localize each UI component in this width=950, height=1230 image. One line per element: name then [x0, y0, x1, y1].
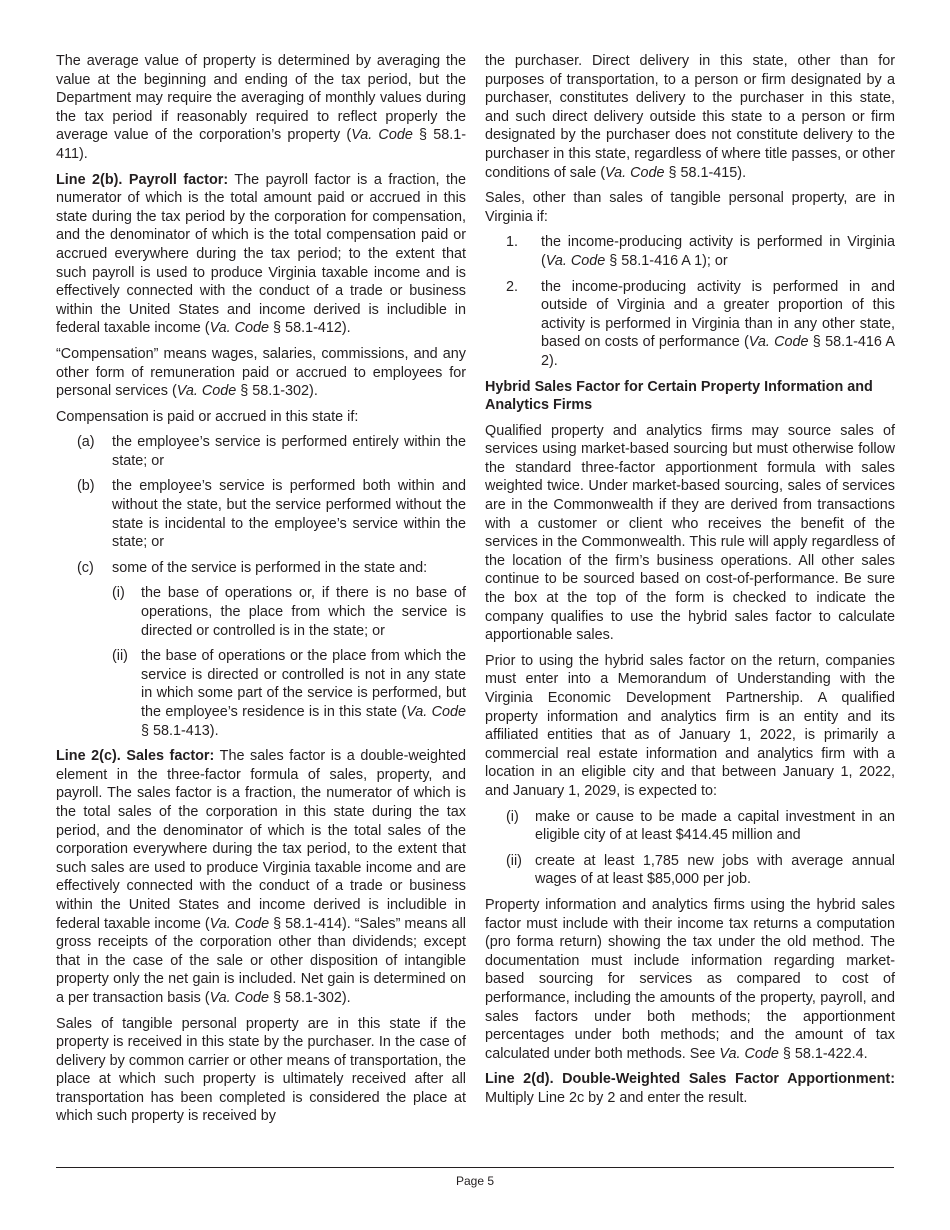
hybrid-sales-factor-heading: Hybrid Sales Factor for Certain Property Information and Analytics Firms: [485, 378, 873, 414]
purchaser-delivery-paragraph: the purchaser. Direct delivery in this state, other than for purposes of transportation, to a person or firm designated by a purchaser, constitutes delivery to the purchaser in this state, and such direct delivery outside this state to a person or firm designated by the purchaser does not constitute delivery to the purchaser in this state, regardless of where title passes, or other conditions of sale (Va. Code § 58.1-415).: [485, 53, 895, 181]
numbered-list-item: 2. the income-producing activity is performed in and outside of Virginia and a greater proportion of this activity is performed in Virginia than in any other state, based on costs of performance (Va. Code § 58.1-416 A 2).: [506, 278, 895, 369]
payroll-factor-heading: Line 2(b). Payroll factor:: [56, 171, 229, 188]
footer-rule: [56, 1167, 894, 1168]
page-number: Page 5: [455, 1174, 495, 1188]
other-sales-intro-paragraph: Sales, other than sales of tangible personal property, are in Virginia if:: [485, 190, 895, 225]
sub-list-item: (i) the base of operations or, if there is no base of operations, the place from which the service is directed or controlled is in the state; or: [112, 585, 466, 639]
sales-factor-heading: Line 2(c). Sales factor:: [56, 748, 215, 765]
pro-forma-paragraph: Property information and analytics firms using the hybrid sales factor must include with their income tax returns a computation (pro forma return) showing the tax under the old method. The documentation must include information regarding market-based sourcing for services as compared to cost of performance, including the amounts of the property, payroll, and sales factors under both methods; the apportionment percentages under both methods; and the amount of tax calculated under both methods. See Va. Code § 58.1-422.4.: [485, 896, 895, 1062]
double-weighted-heading: Line 2(d). Double-Weighted Sales Factor Apportionment:: [485, 1071, 895, 1088]
roman-list-item: (ii) create at least 1,785 new jobs with average annual wages of at least $85,000 per job.: [506, 852, 895, 888]
payroll-factor-paragraph: Line 2(b). Payroll factor: The payroll factor is a fraction, the numerator of which is the total amount paid or accrued in this state during the tax period by the corporation for compensation, and the denominator of which is the total compensation paid or accrued everywhere during the tax period; to the extent that such payroll is used to produce Virginia taxable income and is effectively connected with the conduct of a trade or business within the United States and income derived is includible in federal taxable income (Va. Code § 58.1-412).: [56, 171, 466, 337]
list-item: (b) the employee’s service is performed both within and without the state, but the service performed without the state is incidental to the employee’s service within the state; or: [77, 478, 466, 551]
list-item: (c) some of the service is performed in the state and:: [77, 559, 428, 576]
average-value-paragraph: The average value of property is determined by averaging the value at the beginning and ending of the tax period, but the Department may require the averaging of monthly values during the tax period if reasonably required to reflect properly the average value of the corporation’s property (Va. Code § 58.1-411).: [56, 53, 466, 162]
memorandum-paragraph: Prior to using the hybrid sales factor on the return, companies must enter into a Memorandum of Understanding with the Virginia Economic Development Partnership. A qualified property information and analytics firm is an entity and its affiliated entities that as of January 1, 2022, is primarily a commercial real estate information and analytics firm with a location in an eligible city and that between January 1, 2022, and January 1, 2029, is expected to:: [485, 652, 895, 799]
roman-list-item: (i) make or cause to be made a capital investment in an eligible city of at least $414.45 million and: [506, 808, 895, 844]
left-column: [56, 52, 466, 1133]
sub-list-item: (ii) the base of operations or the place from which the service is directed or controlled is not in any state in which some part of the service is performed, but the employee’s residence is in this state (Va. Code § 58.1-413).: [112, 648, 466, 739]
numbered-list-item: 1. the income-producing activity is performed in Virginia (Va. Code § 58.1-416 A 1); or: [506, 234, 895, 269]
list-item: (a) the employee’s service is performed entirely within the state; or: [77, 434, 466, 469]
compensation-definition-paragraph: “Compensation” means wages, salaries, commissions, and any other form of remuneration paid or accrued to employees for personal services (Va. Code § 58.1-302).: [56, 345, 466, 400]
tangible-property-paragraph: Sales of tangible personal property are in this state if the property is received in this state by the purchaser. In the case of delivery by common carrier or other means of transportation, the place at which such property is ultimately received after all transportation has been completed is considered the place at which such property is received by: [56, 1015, 466, 1125]
market-based-sourcing-paragraph: Qualified property and analytics firms may source sales of services using market-based sourcing but must otherwise follow the standard three-factor apportionment formula with sales weighted twice. Under market-based sourcing, sales of services are in the Commonwealth if they are derived from transactions with a customer or client who receives the benefit of the services in the Commonwealth. This rule will apply regardless of the location of the firm’s business operations. All other sales continue to be sourced based on cost-of-performance. Be sure the box at the top of the form is checked to indicate the company qualifies to use the hybrid sales factor to calculate apportionable sales.: [485, 422, 895, 644]
double-weighted-paragraph: Line 2(d). Double-Weighted Sales Factor Apportionment: Multiply Line 2c by 2 and enter the result.: [485, 1071, 895, 1106]
sales-factor-paragraph: Line 2(c). Sales factor: The sales factor is a double-weighted element in the three-factor formula of sales, property, and payroll. The sales factor is a fraction, the numerator of which is the total sales of the corporation in this state during the tax period, and the denominator of which is the total sales of the corporation everywhere during the tax period, to the extent that such sales are used to produce Virginia taxable income and are effectively connected with the conduct of a trade or business within the United States and income derived is includible in federal taxable income (Va. Code § 58.1-414). “Sales” means all gross receipts of the corporation other than dividends; except that in the case of the sale or other disposition of intangible property only the net gain is included. Net gain is determined on a per transaction basis (Va. Code § 58.1-302).: [56, 748, 466, 1006]
compensation-intro-paragraph: Compensation is paid or accrued in this state if:: [56, 408, 359, 425]
right-column: [485, 52, 895, 1114]
